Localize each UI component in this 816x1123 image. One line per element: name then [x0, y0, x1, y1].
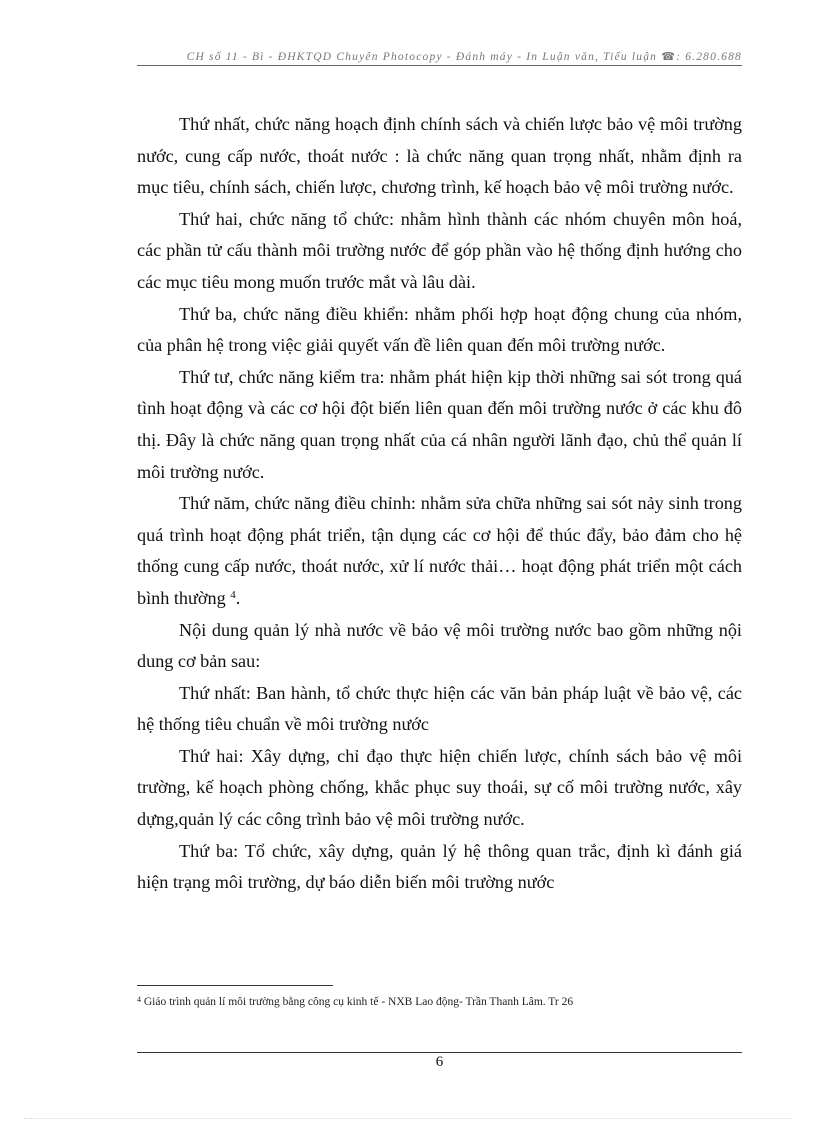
paragraph-5-end: .: [235, 587, 241, 608]
paragraph-3: Thứ ba, chức năng điều khiển: nhằm phối hợp hoạt động chung của nhóm, của phân hệ trong việc giải quyết vấn đề liên quan đến môi trường nước.: [137, 303, 742, 356]
page-bottom-border: [24, 1118, 792, 1119]
paragraph-6: Nội dung quản lý nhà nước về bảo vệ môi trường nước bao gồm những nội dung cơ bản sau:: [137, 619, 742, 672]
header-phone: : 6.280.688: [676, 51, 742, 63]
paragraph-5: [137, 488, 742, 614]
paragraph-5-text: Thứ năm, chức năng điều chỉnh: nhằm sửa chữa những sai sót nảy sinh trong quá trình hoạt động phát triển, tận dụng các cơ hội để thúc đẩy, bảo đảm cho hệ thống cung cấp nước, thoát nước, xử lí nước thải… hoạt động phát triển một cách bình thường: [137, 493, 742, 608]
footnote-divider: [137, 985, 333, 986]
paragraph-2: Thứ hai, chức năng tổ chức: nhằm hình thành các nhóm chuyên môn hoá, các phần tử cấu thành môi trường nước để góp phần vào hệ thống định hướng cho các mục tiêu mong muốn trước mắt và lâu dài.: [137, 208, 742, 292]
telephone-icon: ☎: [661, 51, 677, 63]
paragraph-9: Thứ ba: Tổ chức, xây dựng, quản lý hệ thông quan trắc, định kì đánh giá hiện trạng môi trường, dự báo diễn biến môi trường nước: [137, 840, 742, 893]
page-header: [137, 50, 742, 66]
page-number: 6: [435, 1054, 444, 1070]
footer-divider: [137, 1052, 742, 1053]
header-text: CH số 11 - Bì - ĐHKTQD Chuyên Photocopy - Đánh máy - In Luận văn, Tiểu luận: [186, 51, 658, 63]
body-text: [137, 109, 742, 899]
paragraph-8: Thứ hai: Xây dựng, chỉ đạo thực hiện chiến lược, chính sách bảo vệ môi trường, kế hoạch phòng chống, khắc phục suy thoái, sự cố môi trường nước, xây dựng,quản lý các công trình bảo vệ môi trường nước.: [137, 745, 742, 830]
paragraph-7: Thứ nhất: Ban hành, tổ chức thực hiện các văn bản pháp luật về bảo vệ, các hệ thống tiêu chuẩn về môi trường nước: [137, 682, 742, 735]
paragraph-4: Thứ tư, chức năng kiểm tra: nhằm phát hiện kịp thời những sai sót trong quá tình hoạt động và các cơ hội đột biến liên quan đến môi trường nước ở các khu đô thị. Đây là chức năng quan trọng nhất của cá nhân người lãnh đạo, chủ thể quản lí môi trường nước.: [137, 366, 742, 482]
footnote: [137, 996, 742, 1008]
paragraph-1: Thứ nhất, chức năng hoạch định chính sách và chiến lược bảo vệ môi trường nước, cung cấp nước, thoát nước : là chức năng quan trọng nhất, nhằm định ra mục tiêu, chính sách, chiến lược, chương trình, kế hoạch bảo vệ môi trường nước.: [137, 114, 742, 198]
footnote-number: 4: [137, 995, 141, 1004]
footnote-reference[interactable]: 4: [230, 588, 236, 601]
footnote-text: Giáo trình quản lí môi trường bằng công cụ kinh tế - NXB Lao động- Trần Thanh Lâm. Tr 26: [141, 996, 574, 1008]
